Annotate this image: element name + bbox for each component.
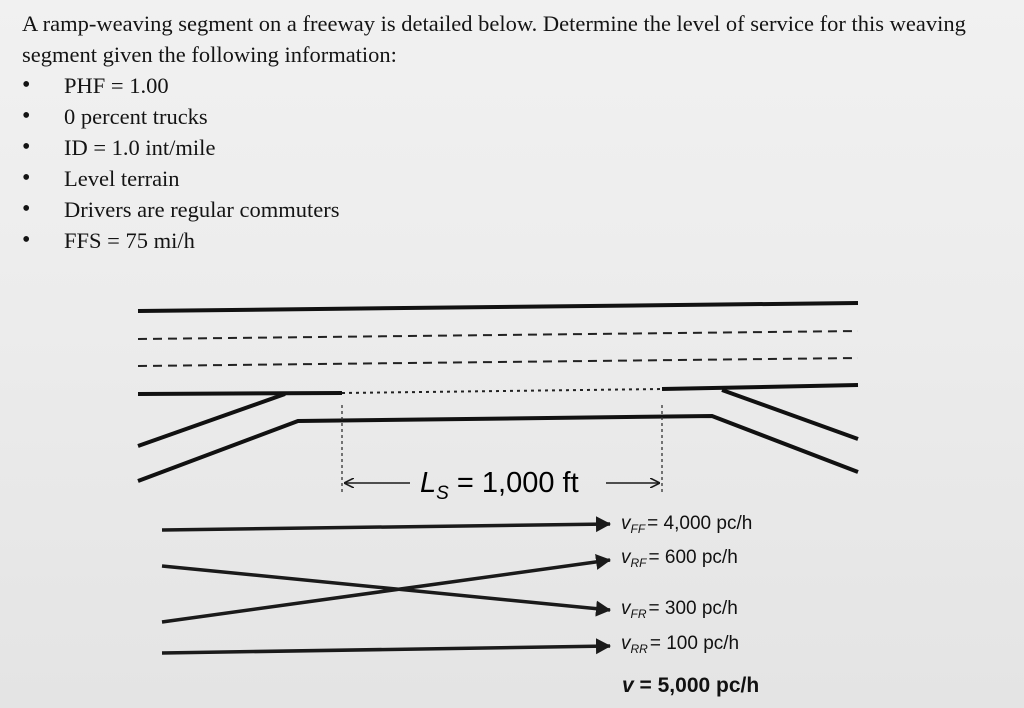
flow-arrow-ramp-to-ramp: [162, 646, 610, 653]
flow-arrow-freeway-to-freeway: [162, 524, 610, 530]
flow-labels: [621, 513, 759, 697]
off-ramp-upper-edge: [722, 390, 858, 439]
given-free-flow-speed: • FFS = 75 mi/h: [22, 225, 1017, 256]
freeway-outer-edge-line: [138, 303, 858, 311]
given-interchange-density: • ID = 1.0 int/mile: [22, 132, 1017, 163]
freeway-inner-edge-right: [662, 385, 858, 389]
auxiliary-lane-dotted-line: [342, 389, 662, 393]
freeway-inner-edge-left: [138, 393, 342, 394]
lane-divider-dashed-1: [138, 331, 858, 339]
flow-arrow-ramp-to-freeway: [162, 560, 610, 622]
on-ramp-upper-edge: [138, 394, 285, 446]
given-driver-population: • Drivers are regular commuters: [22, 194, 1017, 225]
given-phf: • PHF = 1.00: [22, 70, 1017, 101]
given-trucks: • 0 percent trucks: [22, 101, 1017, 132]
weaving-length-label: $L_S = 1,000$ ft: [420, 467, 579, 504]
lane-divider-dashed-2: [138, 358, 858, 366]
total-flow-label: v = 5,000 pc/h: [622, 674, 760, 697]
problem-intro: A ramp-weaving segment on a freeway is detailed below. Determine the level of service for this weaving segment given the following information:: [22, 11, 966, 67]
flow-movements: [162, 524, 610, 653]
flow-label-v-fr: $v_{FR} = 300$ pc/h: [621, 598, 738, 621]
flow-arrow-freeway-to-ramp: [162, 566, 610, 610]
given-terrain: • Level terrain: [22, 163, 1017, 194]
flow-label-v-ff: $v_{FF} = 4,000$ pc/h: [621, 513, 753, 536]
flow-label-v-rf: $v_{RF} = 600$ pc/h: [621, 547, 738, 570]
flow-label-v-rr: $v_{RR} = 100$ pc/h: [621, 633, 740, 656]
